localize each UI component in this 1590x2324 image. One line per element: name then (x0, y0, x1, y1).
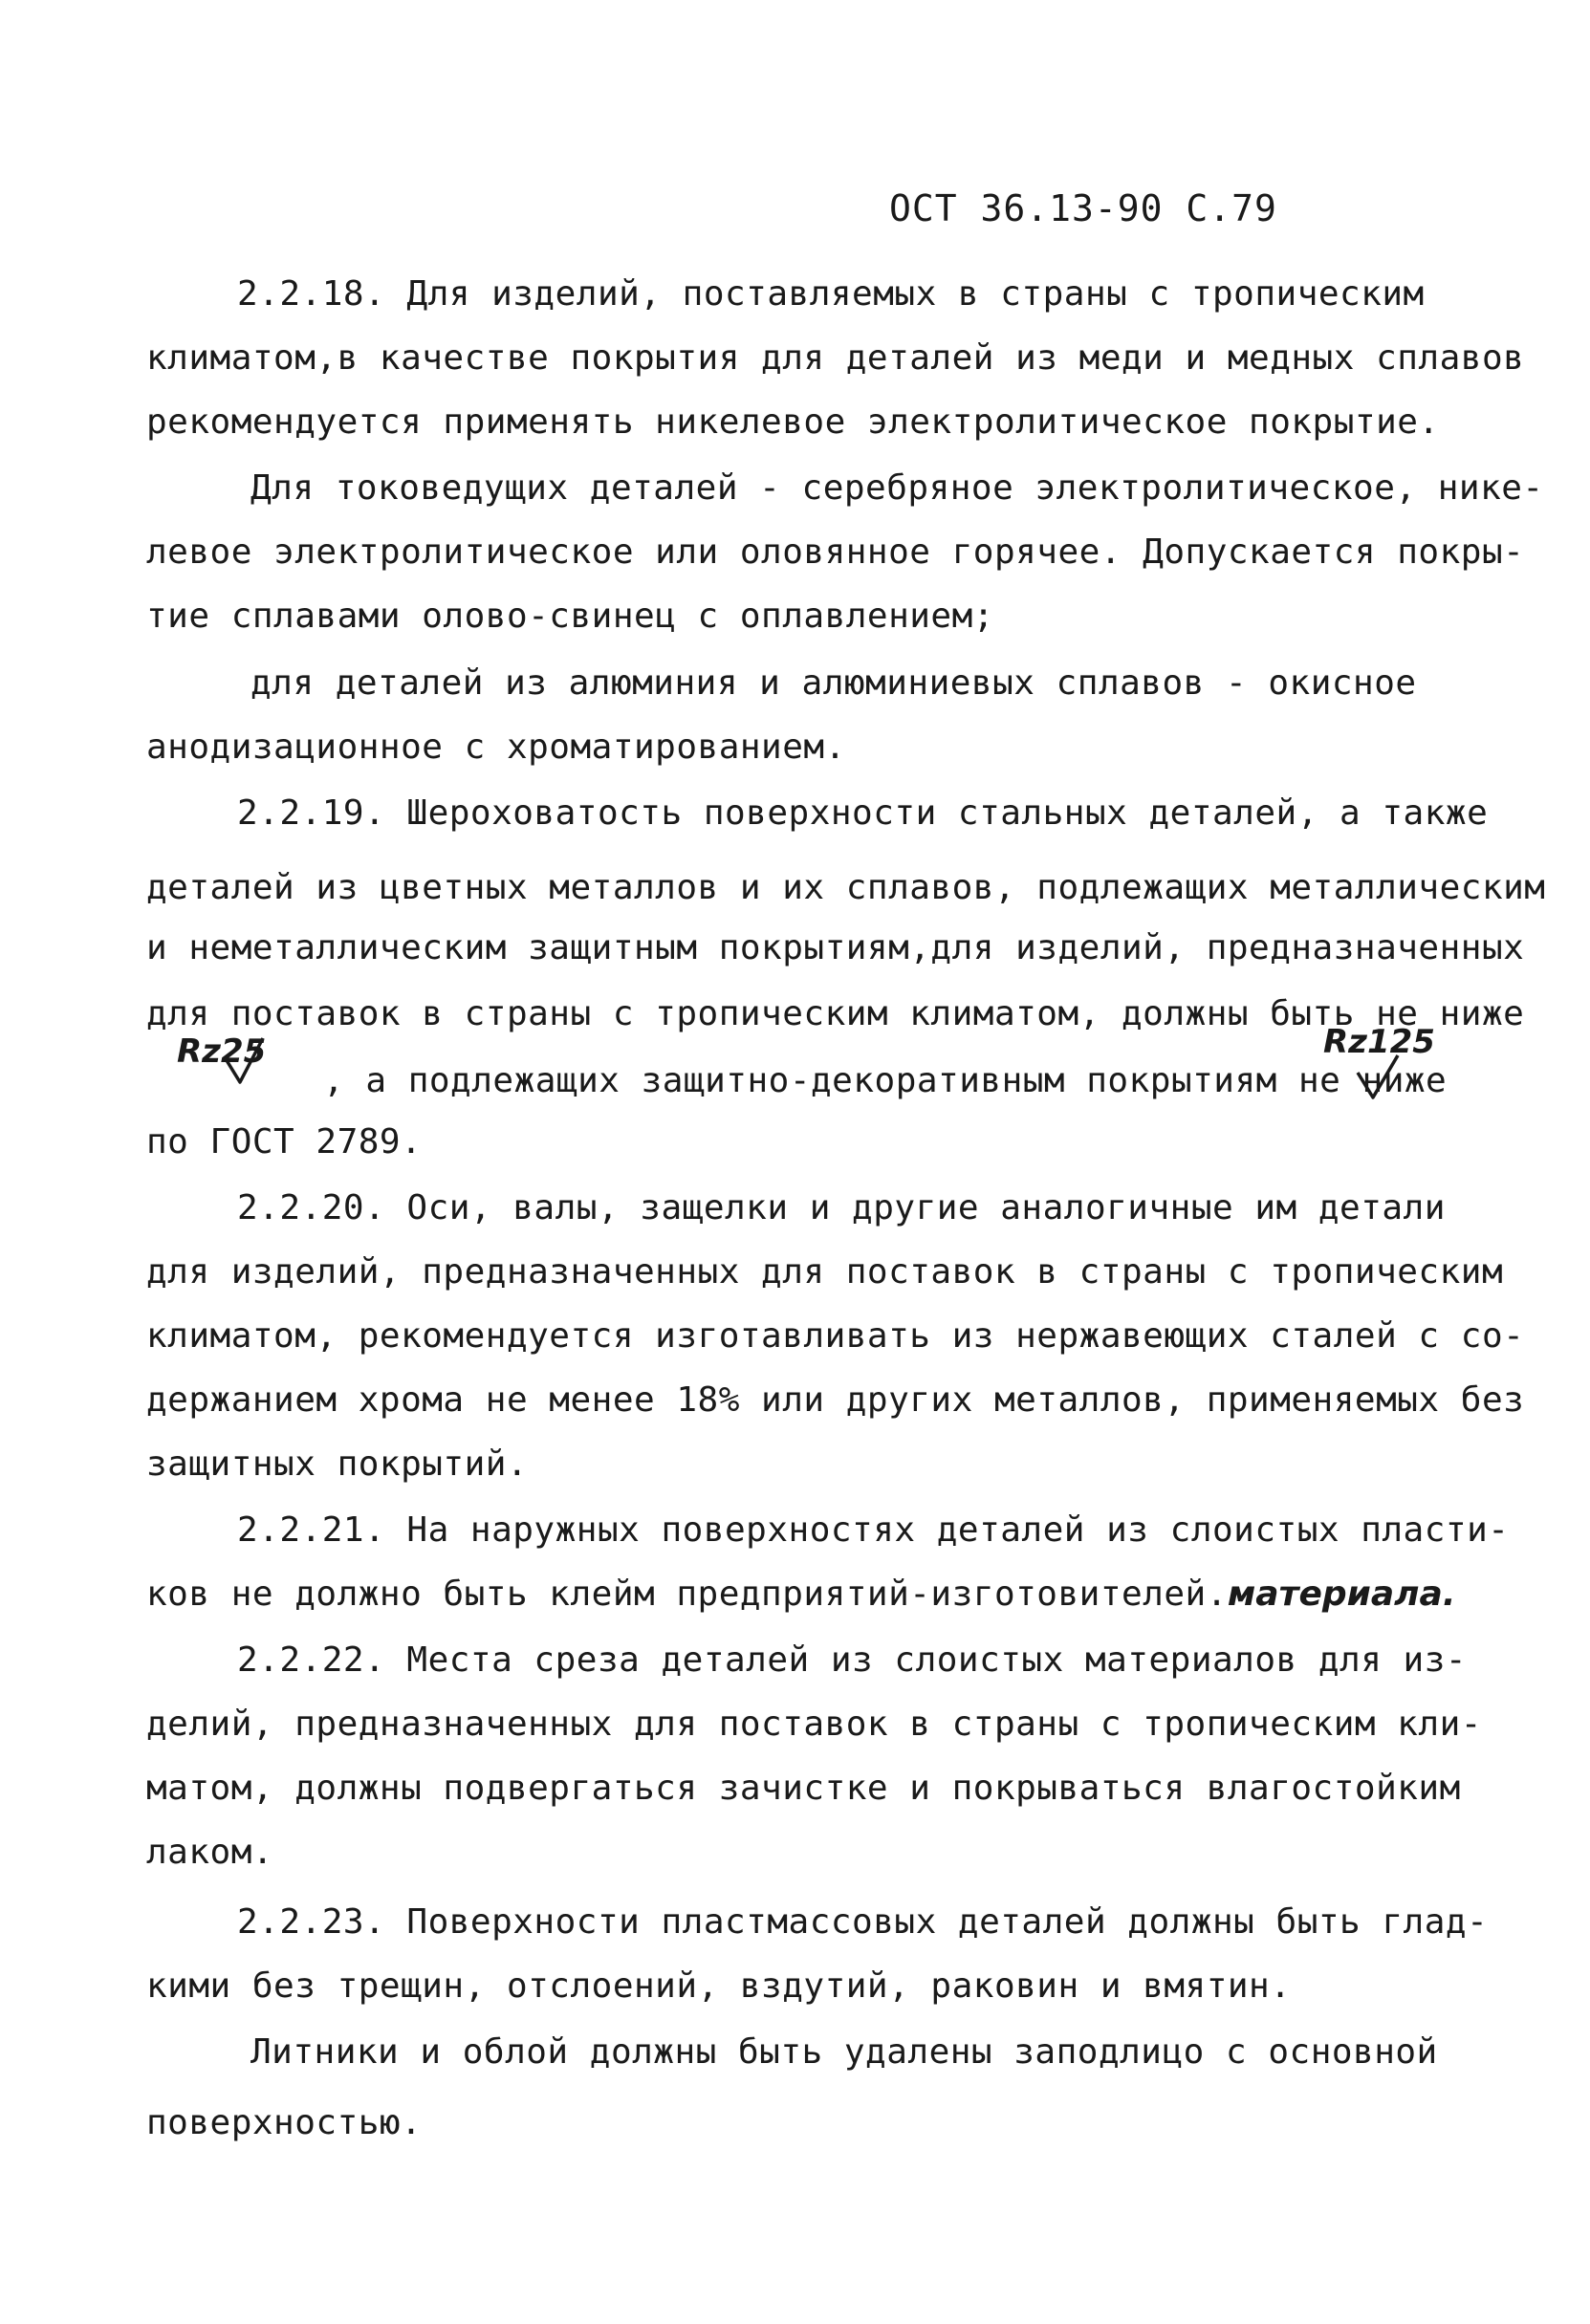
text-line: Литники и облой должны быть удалены заподлицо с основной (250, 2032, 1438, 2072)
text-line: для изделий, предназначенных для поставок в страны с тропическим (146, 1252, 1504, 1292)
roughness-label: Rz25 (177, 1032, 267, 1071)
text-line: рекомендуется применять никелевое электролитическое покрытие. (146, 402, 1440, 442)
text-line: левое электролитическое или оловянное горячее. Допускается покры- (146, 532, 1525, 572)
handwritten-addition: материала. (1227, 1575, 1456, 1614)
roughness-label: Rz125 (1323, 1023, 1435, 1061)
roughness-symbol-icon (223, 1036, 280, 1094)
text-line: делий, предназначенных для поставок в страны с тропическим кли- (146, 1705, 1482, 1744)
text-line: по ГОСТ 2789. (146, 1122, 423, 1162)
page-header: ОСТ 36.13-90 С.79 (889, 187, 1277, 229)
text-line: кими без трещин, отслоений, вздутий, раковин и вмятин. (146, 1966, 1292, 2006)
text-line: 2.2.18. Для изделий, поставляемых в страны с тропическим (237, 274, 1425, 314)
roughness-mark-rz125 (1323, 1023, 1435, 1061)
text-line: 2.2.19. Шероховатость поверхности стальных деталей, а также (237, 793, 1489, 833)
text-line: для деталей из алюминия и алюминиевых сплавов - окисное (250, 663, 1417, 703)
roughness-symbol-icon (1356, 1057, 1413, 1124)
text-line: матом, должны подвергаться зачистке и покрываться влагостойким (146, 1769, 1461, 1808)
text-line: 2.2.21. На наружных поверхностях деталей из слоистых пласти- (237, 1510, 1510, 1550)
text-line: держанием хрома не менее 18% или других металлов, применяемых без (146, 1380, 1525, 1420)
text-line: защитных покрытий. (146, 1444, 529, 1484)
text-line: 2.2.23. Поверхности пластмассовых деталей должны быть глад- (237, 1902, 1489, 1942)
text-line: деталей из цветных металлов и их сплавов, подлежащих металлическим (146, 868, 1546, 907)
text-line: , а подлежащих защитно-декоративным покрытиям не ниже (323, 1061, 1448, 1100)
text-line: лаком. (146, 1833, 274, 1872)
text-line: климатом,в качестве покрытия для деталей из меди и медных сплавов (146, 338, 1525, 378)
text-line: 2.2.20. Оси, валы, защелки и другие аналогичные им детали (237, 1188, 1446, 1227)
text-line-typed: ков не должно быть клейм предприятий-изготовителей. (146, 1575, 1228, 1614)
text-line: тие сплавами олово-свинец с оплавлением; (146, 597, 994, 636)
text-line: Для токоведущих деталей - серебряное электролитическое, нике- (250, 468, 1544, 508)
text-line: климатом, рекомендуется изготавливать из нержавеющих сталей с со- (146, 1316, 1525, 1356)
text-line: и неметаллическим защитным покрытиям,для изделий, предназначенных (146, 928, 1525, 967)
text-line: анодизационное с хроматированием. (146, 728, 846, 767)
text-line: поверхностью. (146, 2103, 423, 2142)
text-line: 2.2.22. Места среза деталей из слоистых материалов для из- (237, 1640, 1468, 1680)
text-line: для поставок в страны с тропическим климатом, должны быть не ниже (146, 994, 1525, 1033)
roughness-mark-rz25 (177, 1032, 266, 1071)
text-line (146, 1575, 1456, 1614)
